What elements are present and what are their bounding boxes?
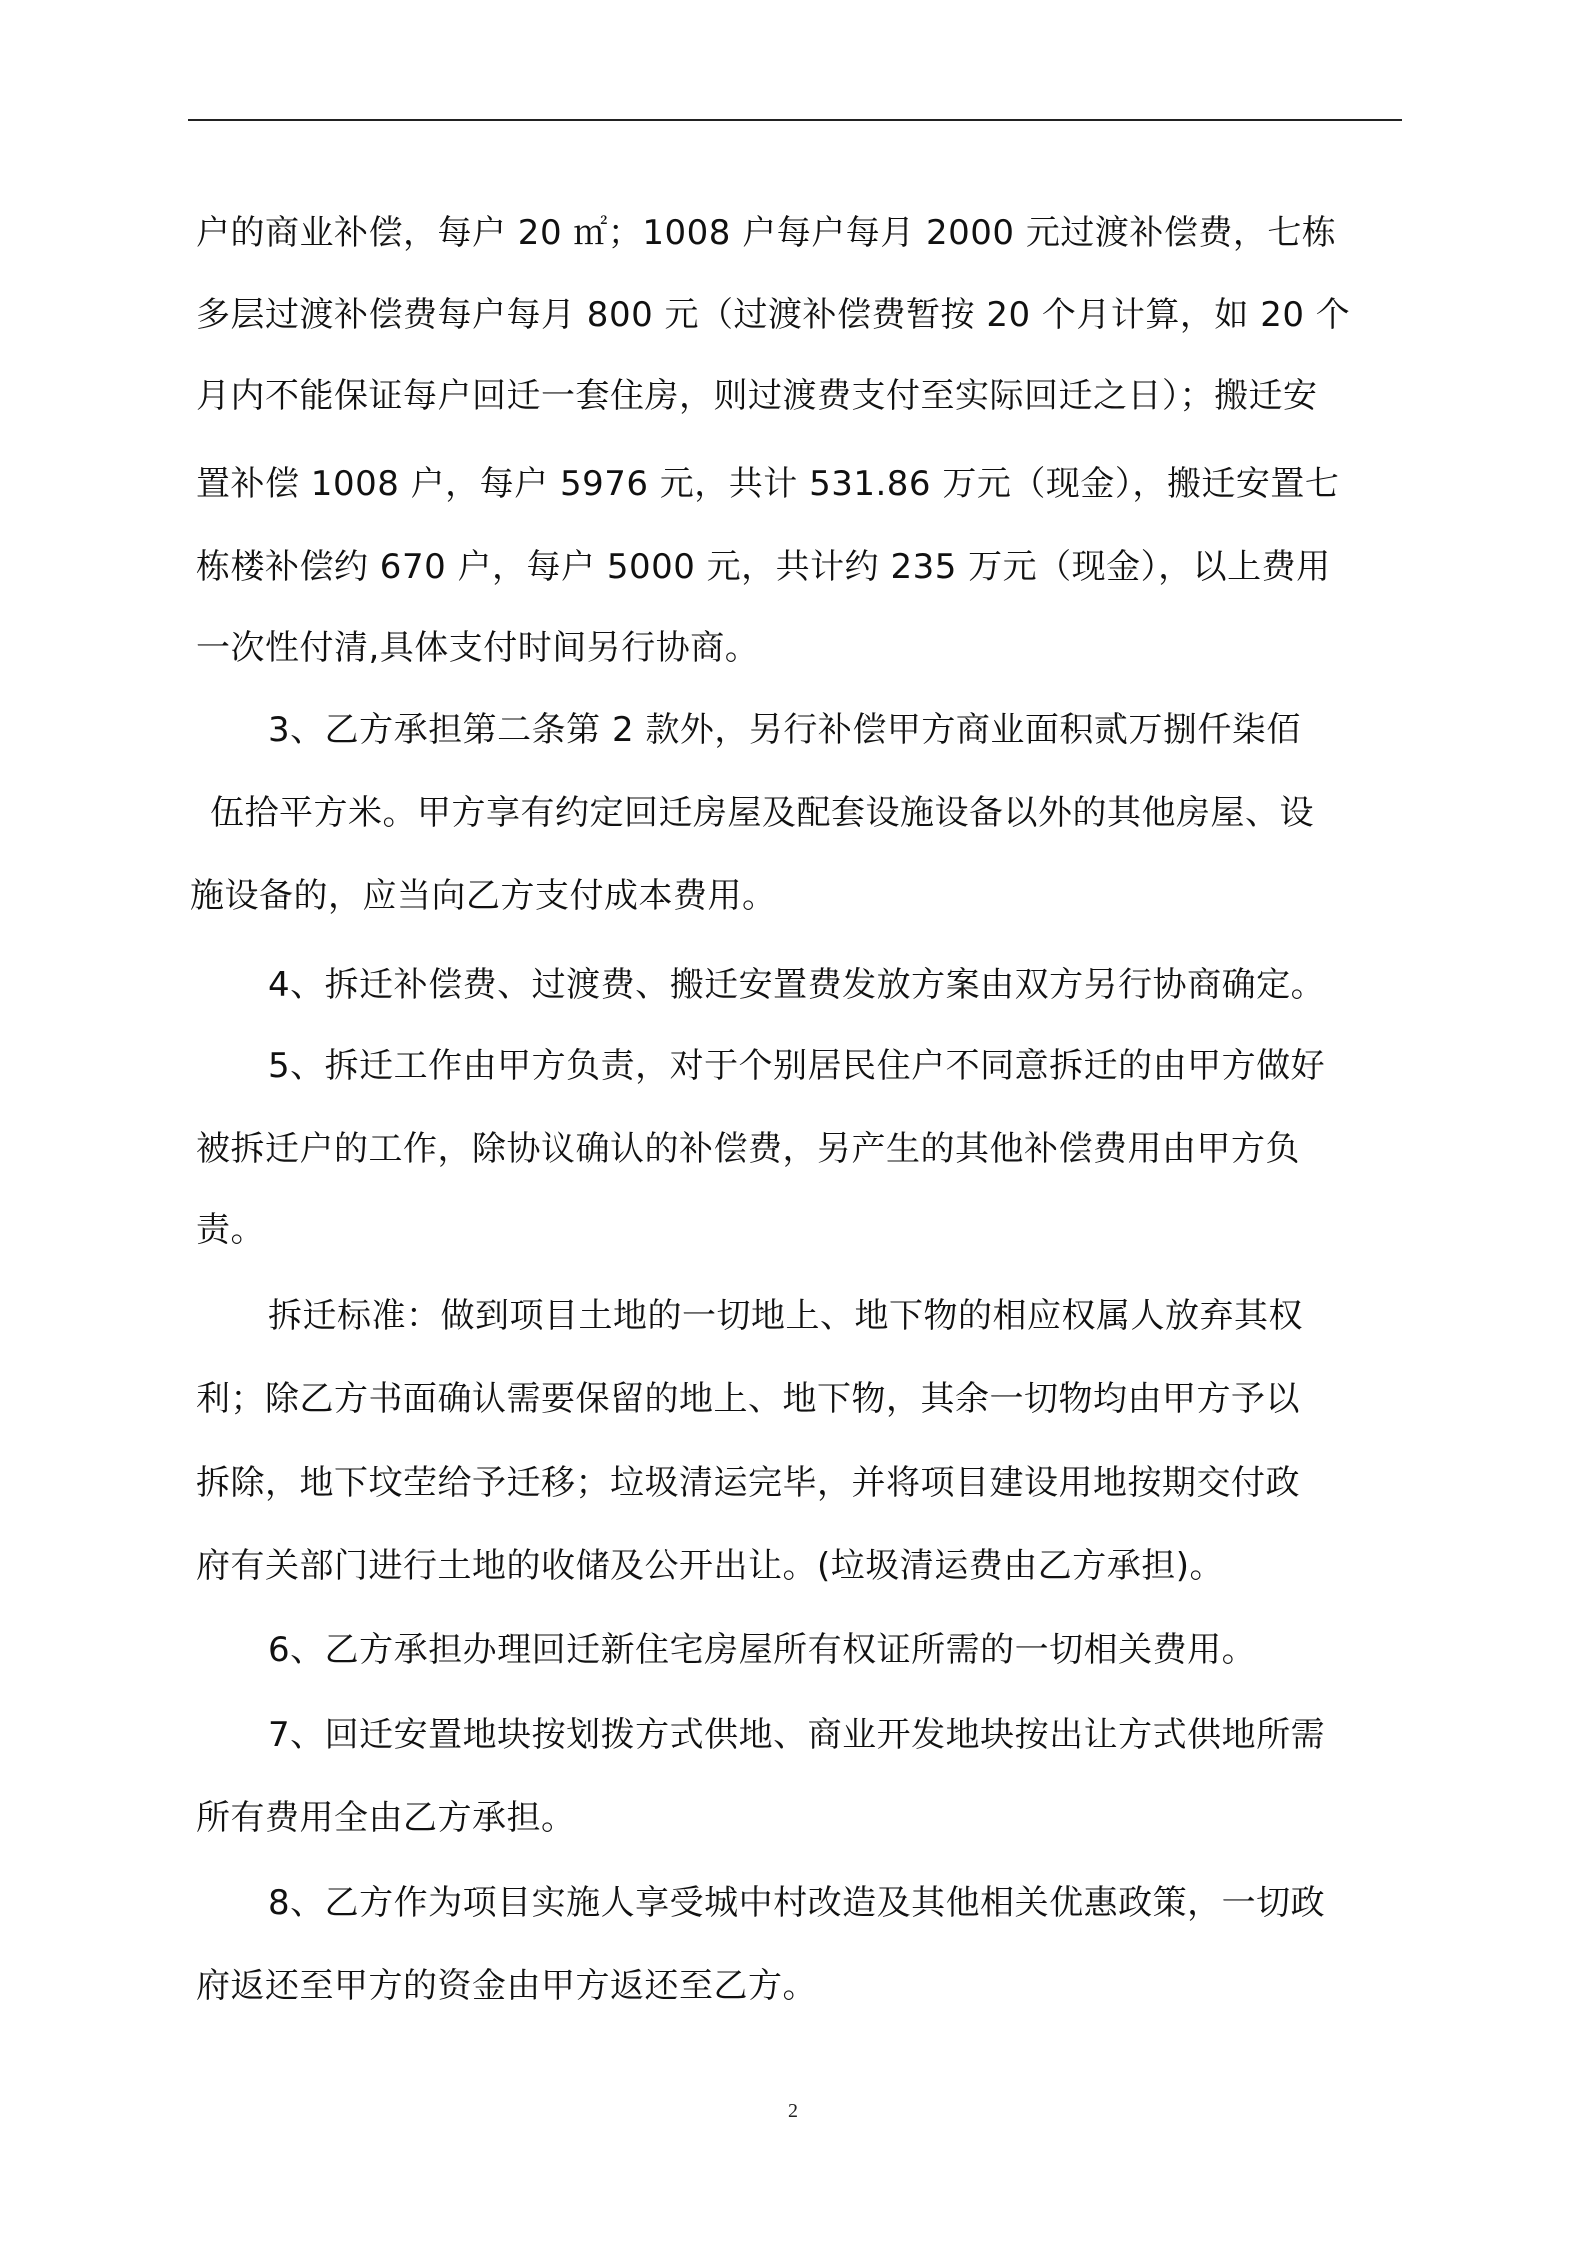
body-line: 被拆迁户的工作，除协议确认的补偿费，另产生的其他补偿费用由甲方负 (196, 1129, 1300, 1169)
body-line: 置补偿 1008 户，每户 5976 元，共计 531.86 万元（现金），搬迁安置七 (196, 464, 1340, 504)
body-line: 施设备的，应当向乙方支付成本费用。 (190, 876, 777, 916)
body-line: 6、乙方承担办理回迁新住宅房屋所有权证所需的一切相关费用。 (268, 1630, 1257, 1670)
body-line: 府返还至甲方的资金由甲方返还至乙方。 (196, 1966, 817, 2006)
page-number: 2 (788, 2100, 798, 2122)
body-line: 拆迁标准：做到项目土地的一切地上、地下物的相应权属人放弃其权 (268, 1296, 1303, 1336)
body-line: 拆除，地下坟茔给予迁移；垃圾清运完毕，并将项目建设用地按期交付政 (196, 1463, 1300, 1503)
body-line: 7、回迁安置地块按划拨方式供地、商业开发地块按出让方式供地所需 (268, 1715, 1326, 1755)
body-line: 所有费用全由乙方承担。 (196, 1798, 576, 1838)
body-line: 3、乙方承担第二条第 2 款外，另行补偿甲方商业面积贰万捌仟柒佰 (268, 710, 1301, 750)
body-line: 府有关部门进行土地的收储及公开出让。(垃圾清运费由乙方承担)。 (196, 1546, 1225, 1586)
body-line: 8、乙方作为项目实施人享受城中村改造及其他相关优惠政策，一切政 (268, 1883, 1326, 1923)
body-line: 栋楼补偿约 670 户，每户 5000 元，共计约 235 万元（现金），以上费用 (196, 547, 1331, 587)
body-line: 利；除乙方书面确认需要保留的地上、地下物，其余一切物均由甲方予以 (196, 1379, 1300, 1419)
body-line: 4、拆迁补偿费、过渡费、搬迁安置费发放方案由双方另行协商确定。 (268, 965, 1326, 1005)
body-line: 5、拆迁工作由甲方负责，对于个别居民住户不同意拆迁的由甲方做好 (268, 1046, 1326, 1086)
body-line: 伍拾平方米。甲方享有约定回迁房屋及配套设施设备以外的其他房屋、设 (210, 793, 1314, 833)
body-line: 户的商业补偿，每户 20 ㎡；1008 户每户每月 2000 元过渡补偿费，七栋 (196, 213, 1337, 253)
body-line: 多层过渡补偿费每户每月 800 元（过渡补偿费暂按 20 个月计算，如 20 个 (196, 295, 1351, 335)
body-line: 责。 (196, 1210, 265, 1250)
body-line: 月内不能保证每户回迁一套住房，则过渡费支付至实际回迁之日）；搬迁安 (196, 376, 1318, 416)
body-line: 一次性付清,具体支付时间另行协商。 (196, 628, 760, 668)
header-rule (188, 119, 1402, 121)
